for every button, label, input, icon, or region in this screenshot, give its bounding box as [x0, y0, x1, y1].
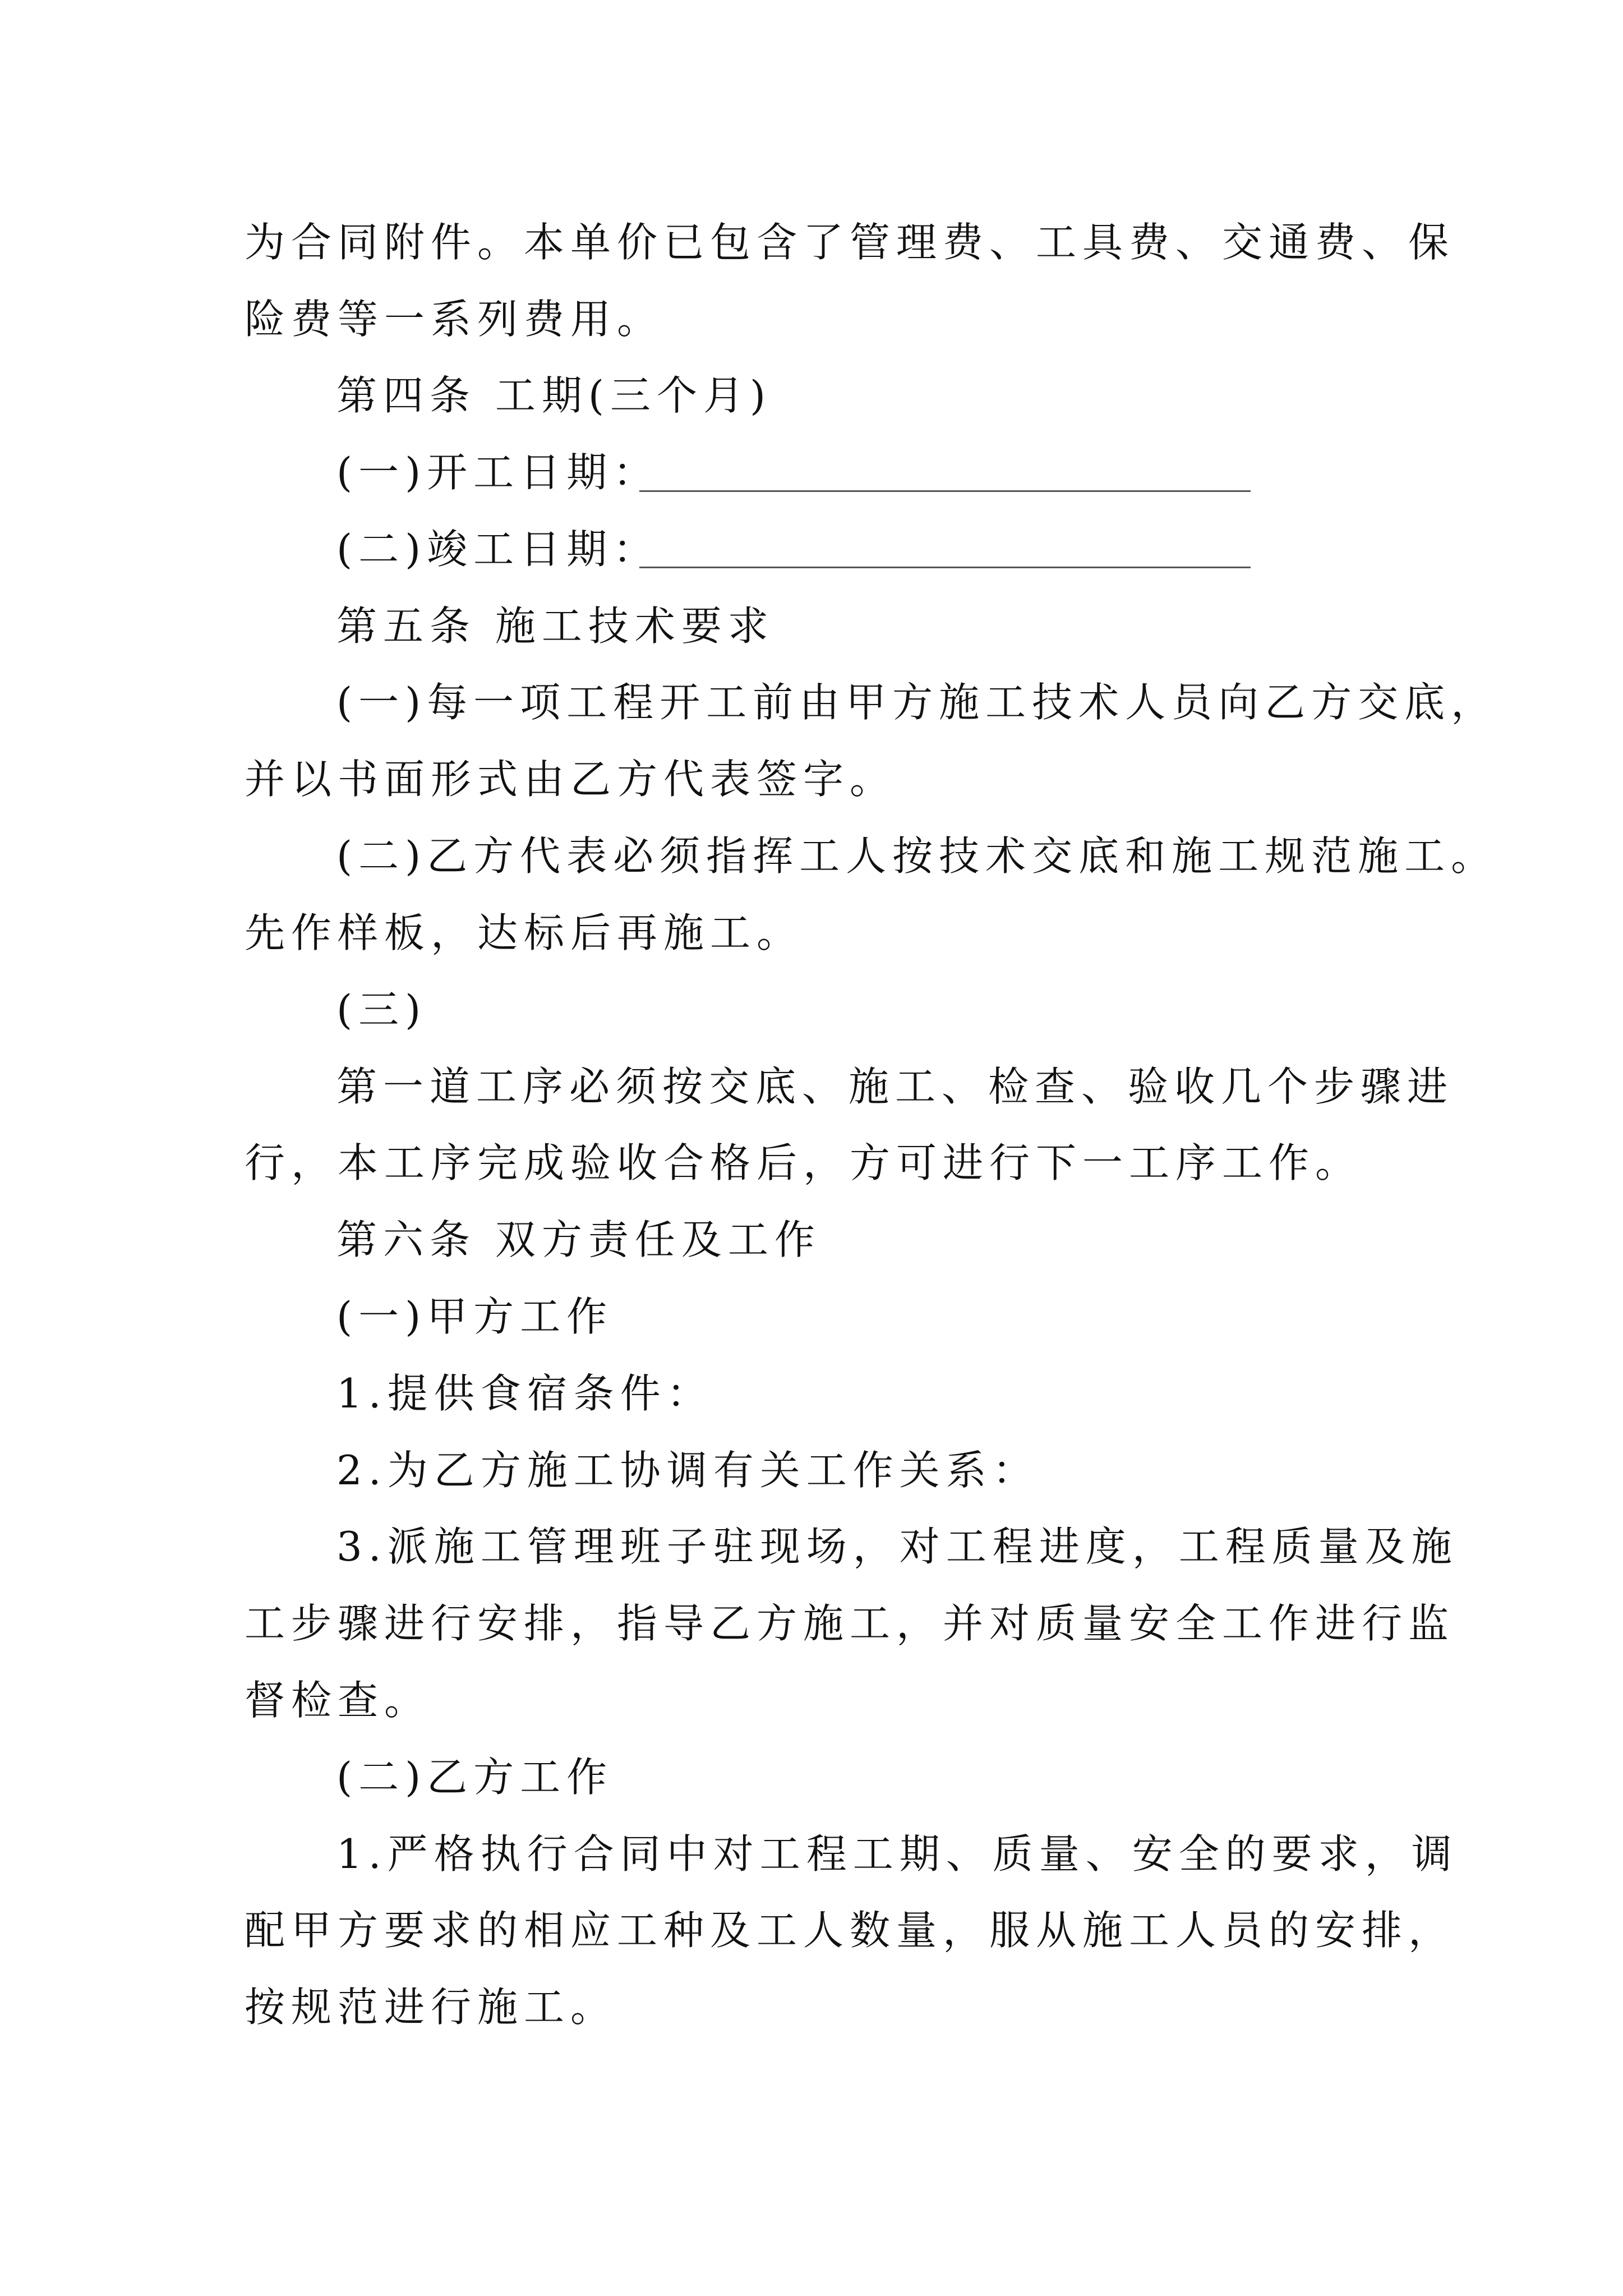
- paragraph-line: 为合同附件。本单价已包含了管理费、工具费、交通费、保: [245, 219, 1455, 266]
- paragraph-line: 先作样板，达标后再施工。: [245, 909, 804, 956]
- paragraph-line: 按规范进行施工。: [245, 1984, 617, 2031]
- paragraph-line: 配甲方要求的相应工种及工人数量，服从施工人员的安排，: [245, 1907, 1455, 1954]
- section-heading: (二)乙方工作: [336, 1754, 614, 1801]
- start-date-blank: [639, 490, 1251, 492]
- start-date-label: (一)开工日期：: [336, 449, 660, 496]
- paragraph-line: (一)每一项工程开工前由甲方施工技术人员向乙方交底，: [336, 679, 1498, 726]
- paragraph-line: 第一道工序必须按交底、施工、检查、验收几个步骤进: [336, 1063, 1454, 1110]
- paragraph-line: 险费等一系列费用。: [245, 296, 664, 343]
- paragraph-line: (二)乙方代表必须指挥工人按技术交底和施工规范施工。: [336, 832, 1498, 880]
- paragraph-line: 行，本工序完成验收合格后，方可进行下一工序工作。: [245, 1139, 1362, 1186]
- section-heading: (一)甲方工作: [336, 1293, 614, 1340]
- list-item: 1.提供食宿条件：: [336, 1370, 713, 1417]
- completion-date-label: (二)竣工日期：: [336, 526, 660, 573]
- article-heading: 第五条 施工技术要求: [336, 602, 774, 650]
- list-item: 1.严格执行合同中对工程工期、质量、安全的要求，调: [336, 1830, 1458, 1878]
- paragraph-line: 并以书面形式由乙方代表签字。: [245, 756, 897, 803]
- completion-date-blank: [639, 567, 1251, 568]
- list-item: 2.为乙方施工协调有关工作关系：: [336, 1447, 1039, 1494]
- clause-label: (三): [336, 986, 427, 1033]
- list-item: 3.派施工管理班子驻现场，对工程进度，工程质量及施: [336, 1523, 1458, 1570]
- article-heading: 第四条 工期(三个月): [336, 372, 772, 419]
- paragraph-line: 督检查。: [245, 1677, 431, 1724]
- paragraph-line: 工步骤进行安排，指导乙方施工，并对质量安全工作进行监: [245, 1600, 1455, 1647]
- article-heading: 第六条 双方责任及工作: [336, 1216, 821, 1263]
